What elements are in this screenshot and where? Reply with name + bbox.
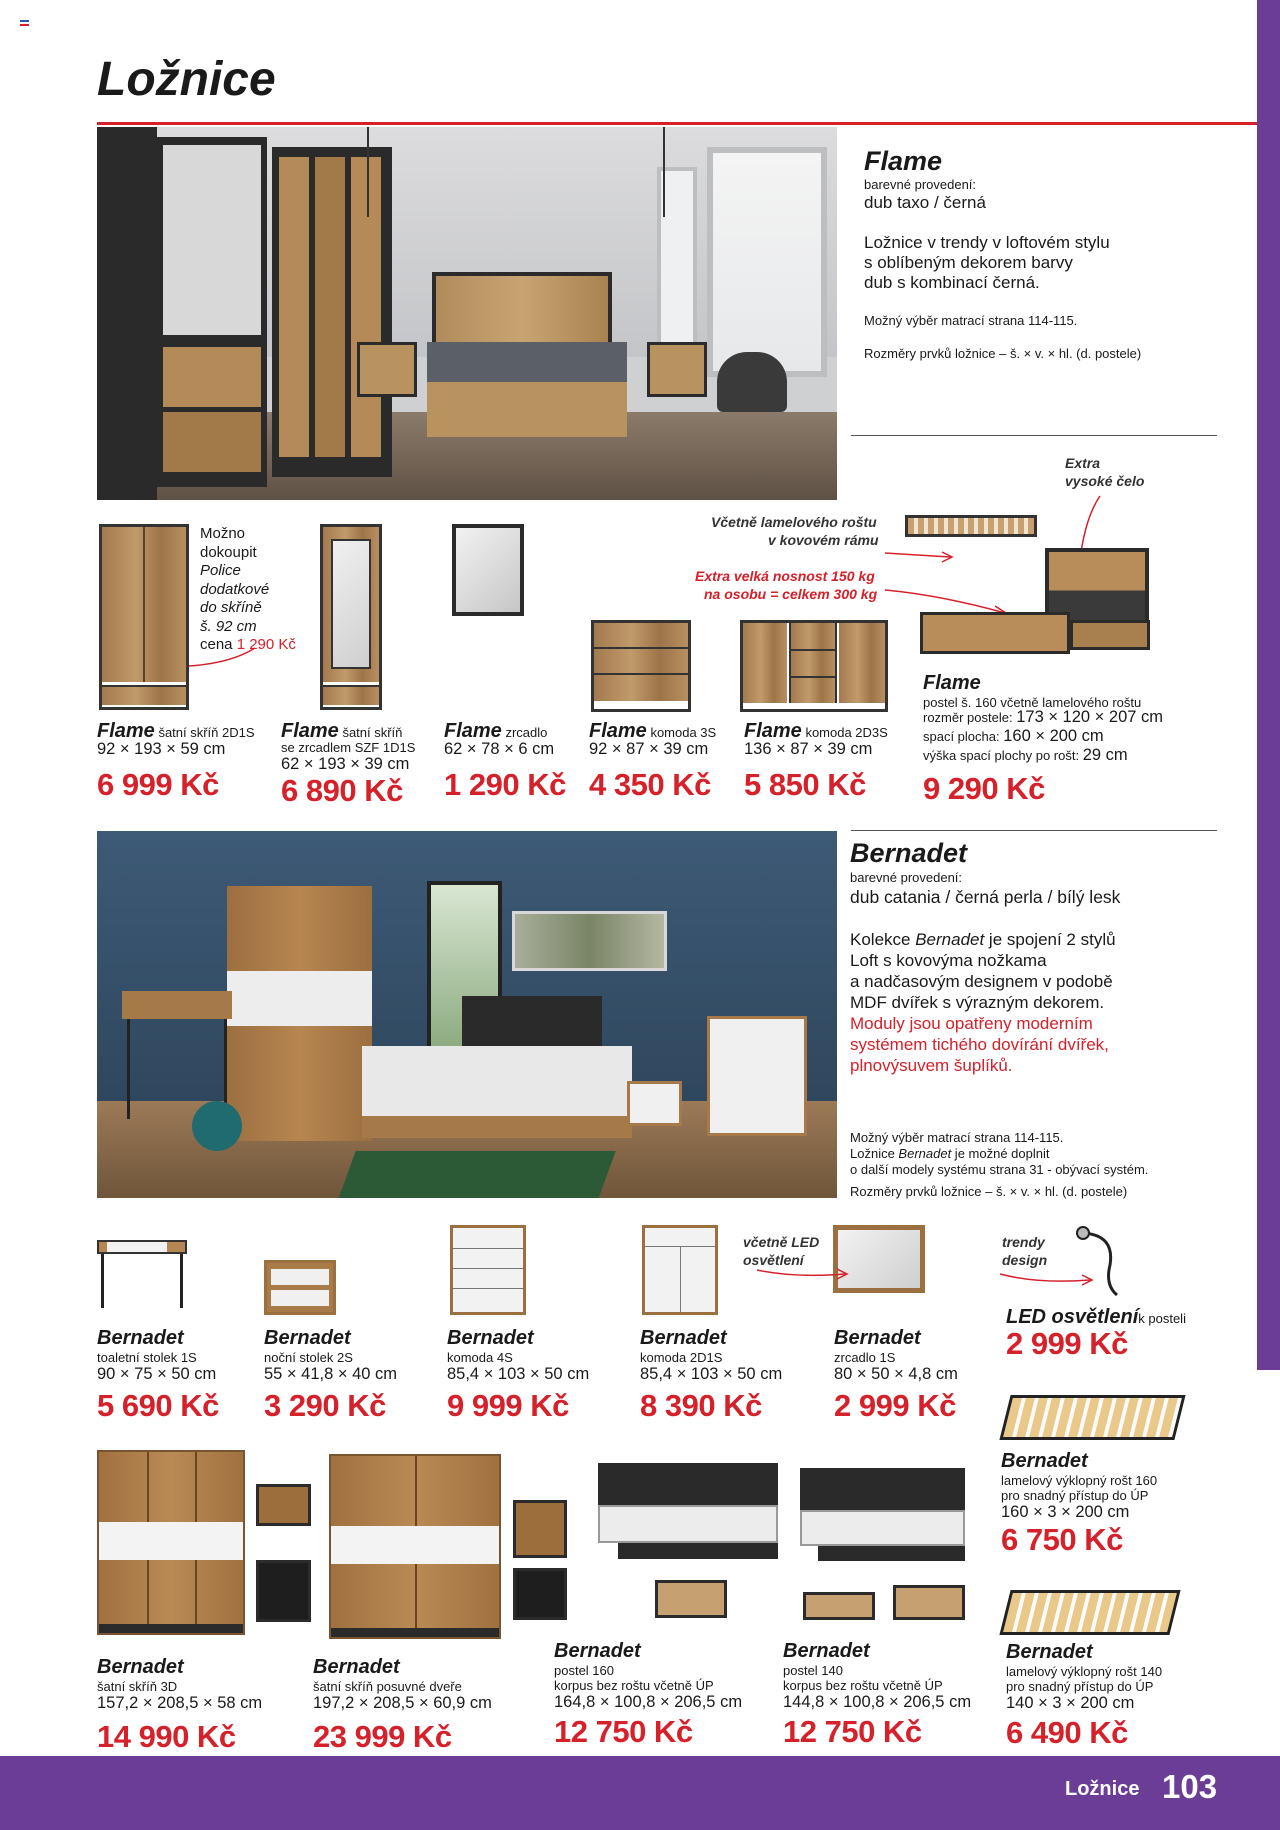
flame-bed-height-label: výška spací plochy po rošt:: [923, 748, 1080, 763]
flame-slat-frame: [905, 515, 1037, 537]
flame-bed-price: 9 290 Kč: [923, 771, 1045, 806]
bernadet-row1-item-2-dims: 55 × 41,8 × 40 cm: [264, 1365, 398, 1383]
bernadet-row1-item-3-price: 9 999 Kč: [447, 1388, 569, 1423]
bernadet-row2-item-3: [554, 1640, 742, 1750]
bernadet-bed-140-drawing: [800, 1468, 965, 1563]
flag-icon: [20, 20, 29, 26]
bernadet-row1-item-5-dims: 80 × 50 × 4,8 cm: [834, 1365, 958, 1383]
bernadet-note-1: Možný výběr matrací strana 114-115.: [850, 1130, 1064, 1145]
bernadet-slat-160-drawing: [999, 1395, 1185, 1440]
bernadet-desc-1b: Bernadet: [915, 930, 985, 949]
flame-note-mattress: Možný výběr matrací strana 114-115.: [864, 313, 1078, 328]
callout-shelf-line-3: Police: [200, 562, 241, 579]
flame-divider: [851, 435, 1217, 436]
bernadet-row1-item-4-name: Bernadet: [640, 1327, 727, 1349]
bernadet-row2-item-3-type1: postel 160: [554, 1663, 614, 1678]
callout-shelf-price-label: cena: [200, 636, 233, 653]
bernadet-desc-1c: je spojení 2 stylů: [984, 930, 1116, 949]
bernadet-slat-140-type1: lamelový výklopný rošt 140: [1006, 1664, 1163, 1679]
page-title: Ložnice: [97, 53, 276, 106]
bernadet-row2-item-1-dims: 157,2 × 208,5 × 58 cm: [97, 1694, 263, 1712]
callout-shelf-line-4: dodatkové: [200, 580, 270, 598]
page-number: 103: [1162, 1768, 1218, 1805]
callout-led-1: včetně LED: [743, 1234, 820, 1250]
led-product: [1006, 1306, 1186, 1362]
flame-bed-name: Flame: [923, 672, 981, 694]
bernadet-row2-item-1-name: Bernadet: [97, 1656, 184, 1678]
bernadet-desc-2: Loft s kovovýma nožkama: [850, 951, 1047, 970]
flame-bed-frame: [920, 612, 1070, 654]
bernadet-row2-item-3-price: 12 750 Kč: [554, 1714, 693, 1749]
flame-dresser-2d3s: [740, 620, 888, 712]
flame-desc-2: s oblíbeným dekorem barvy: [864, 253, 1073, 272]
callout-shelf: [200, 525, 296, 655]
led-product-name: LED osvětlení: [1006, 1306, 1139, 1328]
bernadet-slat-160: [1001, 1450, 1157, 1558]
bernadet-row1-item-1-type: toaletní stolek 1S: [97, 1350, 197, 1365]
bernadet-vanity-drawing: [97, 1240, 187, 1310]
bernadet-row1-item-3-name: Bernadet: [447, 1327, 534, 1349]
flame-product-1-price: 6 999 Kč: [97, 767, 219, 802]
title-underline: [97, 122, 1257, 125]
flame-product-3-price: 1 290 Kč: [444, 767, 566, 802]
bernadet-red-2: systémem tichého dovírání dvířek,: [850, 1035, 1109, 1054]
flame-product-4-price: 4 350 Kč: [589, 767, 711, 802]
flame-product-4-type: komoda 3S: [650, 725, 717, 740]
bernadet-row1-item-2-type: noční stolek 2S: [264, 1350, 353, 1365]
bernadet-row2-item-2-price: 23 999 Kč: [313, 1719, 452, 1754]
bernadet-notes: [850, 1130, 1148, 1200]
bernadet-row2-item-2-type1: šatní skříň posuvné dveře: [313, 1679, 462, 1694]
flame-dresser-3s: [591, 620, 691, 712]
flame-collection-name: Flame: [864, 146, 943, 176]
bernadet-row2-item-4-type2: korpus bez roštu včetně ÚP: [783, 1678, 943, 1693]
bernadet-row1-item-4-dims: 85,4 × 103 × 50 cm: [640, 1365, 783, 1383]
bernadet-wardrobe-3d-drawing: [97, 1450, 245, 1635]
flame-bed-product: [923, 672, 1163, 807]
section-sidebar: [1257, 0, 1280, 1370]
bernadet-row1-item-4: [640, 1327, 782, 1424]
bernadet-desc-3: a nadčasovým designem v podobě: [850, 972, 1113, 991]
flame-product-2-type: šatní skříň: [342, 725, 403, 740]
bernadet-sliding-interior-2: [513, 1568, 567, 1620]
bernadet-color-value: dub catania / černá perla / bílý lesk: [850, 887, 1121, 907]
callout-slats-2: v kovovém rámu: [768, 532, 879, 548]
bernadet-top-divider: [851, 830, 1217, 831]
bernadet-slat-140-dims: 140 × 3 × 200 cm: [1006, 1694, 1135, 1712]
callout-shelf-price: 1 290 Kč: [236, 636, 296, 653]
bernadet-row1-item-1: [97, 1327, 219, 1424]
flame-bed-sleep-label: spací plocha:: [923, 729, 1000, 744]
bernadet-row2-item-1-price: 14 990 Kč: [97, 1719, 236, 1754]
callout-led-arrow: [755, 1264, 855, 1284]
callout-trendy-2: design: [1002, 1252, 1048, 1268]
bernadet-row1-item-5: [834, 1327, 958, 1424]
callout-shelf-line-1: Možno: [200, 525, 246, 542]
flame-room-photo: [97, 127, 837, 500]
callout-shelf-line-5: do skříně: [200, 599, 262, 616]
bernadet-row1-item-3-dims: 85,4 × 103 × 50 cm: [447, 1365, 590, 1383]
flame-product-4-name: Flame: [589, 720, 647, 742]
bernadet-slat-140-type2: pro snadný přístup do ÚP: [1006, 1679, 1154, 1694]
bernadet-slat-160-type1: lamelový výklopný rošt 160: [1001, 1473, 1158, 1488]
flame-product-1-type: šatní skříň 2D1S: [158, 725, 255, 740]
flame-product-5-name: Flame: [744, 720, 802, 742]
bernadet-row1-item-1-price: 5 690 Kč: [97, 1388, 219, 1423]
led-lamp-icon: [1075, 1225, 1125, 1300]
flame-product-5-price: 5 850 Kč: [744, 767, 866, 802]
bernadet-color-label: barevné provedení:: [850, 870, 963, 885]
bernadet-row1-item-2-price: 3 290 Kč: [264, 1388, 386, 1423]
bernadet-row2-item-2: [313, 1656, 492, 1755]
bernadet-slat-140: [1006, 1641, 1162, 1751]
bernadet-slat-140-price: 6 490 Kč: [1006, 1715, 1128, 1750]
callout-led-2: osvětlení: [743, 1252, 804, 1268]
bernadet-note-3: o další modely systému strana 31 - obývací systém.: [850, 1162, 1149, 1177]
flame-product-2-name: Flame: [281, 720, 339, 742]
bernadet-row1-item-5-name: Bernadet: [834, 1327, 921, 1349]
bernadet-row2-item-3-dims: 164,8 × 100,8 × 206,5 cm: [554, 1693, 743, 1711]
footer-section-name: Ložnice: [1065, 1778, 1140, 1800]
bernadet-nightstand-drawing: [264, 1260, 336, 1315]
flame-product-1-dims: 92 × 193 × 59 cm: [97, 740, 226, 758]
bernadet-row1-item-1-name: Bernadet: [97, 1327, 184, 1349]
flame-bed-size-label: rozměr postele:: [923, 710, 1013, 725]
bernadet-note-2c: je možné doplnit: [951, 1146, 1050, 1161]
bernadet-row2-item-4-dims: 144,8 × 100,8 × 206,5 cm: [783, 1693, 972, 1711]
bernadet-slat-160-price: 6 750 Kč: [1001, 1522, 1123, 1557]
bernadet-row1-item-3: [447, 1327, 589, 1424]
bernadet-slat-160-type2: pro snadný přístup do ÚP: [1001, 1488, 1149, 1503]
callout-trendy-1: trendy: [1002, 1234, 1045, 1250]
bernadet-wardrobe-interior-1: [256, 1484, 311, 1526]
flame-mirror: [452, 524, 524, 616]
bernadet-row2-item-2-name: Bernadet: [313, 1656, 400, 1678]
flame-bed-size-value: 173 × 120 × 207 cm: [1016, 708, 1163, 726]
flame-product-5-type: komoda 2D3S: [805, 725, 888, 740]
bernadet-row2-item-4: [783, 1640, 971, 1750]
flame-product-3-type: zrcadlo: [505, 725, 548, 740]
callout-trendy-arrow: [998, 1268, 1098, 1288]
bernadet-room-photo: [97, 831, 837, 1198]
bernadet-row1-item-4-type: komoda 2D1S: [640, 1350, 723, 1365]
flame-desc-1: Ložnice v trendy v loftovém stylu: [864, 233, 1110, 252]
callout-load-1: Extra velká nosnost 150 kg: [695, 568, 875, 584]
bernadet-desc-1a: Kolekce: [850, 930, 916, 949]
bernadet-row1-item-5-type: zrcadlo 1S: [834, 1350, 896, 1365]
bernadet-row2-item-4-type1: postel 140: [783, 1663, 843, 1678]
bernadet-row2-item-3-type2: korpus bez roštu včetně ÚP: [554, 1678, 714, 1693]
bernadet-wardrobe-interior-2: [256, 1560, 311, 1622]
bernadet-bed-160-storage: [655, 1580, 727, 1618]
bernadet-desc: [850, 929, 1116, 1076]
flame-product-1: [97, 720, 255, 803]
flame-note-dims: Rozměry prvků ložnice – š. × v. × hl. (d. postele): [864, 346, 1142, 361]
bernadet-note-2a: Ložnice: [850, 1146, 899, 1161]
flame-product-3-dims: 62 × 78 × 6 cm: [444, 740, 555, 758]
bernadet-bed-140-storage-1: [803, 1592, 875, 1620]
led-product-price: 2 999 Kč: [1006, 1326, 1128, 1361]
bernadet-row1-item-2-name: Bernadet: [264, 1327, 351, 1349]
flame-bed-type: postel š. 160 včetně lamelového roštu: [923, 695, 1142, 710]
bernadet-row1-item-4-price: 8 390 Kč: [640, 1388, 762, 1423]
flame-color-label: barevné provedení:: [864, 177, 977, 192]
flame-product-5: [744, 720, 888, 803]
bernadet-slat-140-drawing: [999, 1590, 1180, 1635]
bernadet-row1-item-2: [264, 1327, 397, 1424]
callout-headboard-1: Extra: [1065, 455, 1101, 471]
flame-product-2-type2: se zrcadlem SZF 1D1S: [281, 740, 416, 755]
flame-bed-height-value: 29 cm: [1082, 746, 1128, 764]
bernadet-row1-item-5-price: 2 999 Kč: [834, 1388, 956, 1423]
bernadet-row2-item-2-dims: 197,2 × 208,5 × 60,9 cm: [313, 1694, 492, 1712]
bernadet-sliding-wardrobe-drawing: [329, 1454, 501, 1639]
led-product-type: k posteli: [1138, 1311, 1186, 1326]
callout-arrows: [880, 545, 1020, 615]
flame-bed-sleep-value: 160 × 200 cm: [1003, 727, 1104, 745]
bernadet-note-dims: Rozměry prvků ložnice – š. × v. × hl. (d. postele): [850, 1184, 1128, 1199]
callout-shelf-line-2: dokoupit: [200, 543, 257, 561]
bernadet-bed-160-drawing: [598, 1463, 778, 1563]
callout-load-2: na osobu = celkem 300 kg: [704, 586, 878, 602]
flame-desc-3: dub s kombinací černá.: [864, 273, 1040, 292]
bernadet-row1-item-1-dims: 90 × 75 × 50 cm: [97, 1365, 217, 1383]
bernadet-red-3: plnovýsuvem šuplíků.: [850, 1056, 1013, 1075]
flame-product-1-name: Flame: [97, 720, 155, 742]
flame-wardrobe-2d1s: [99, 524, 189, 710]
flame-product-3: [444, 720, 566, 803]
bernadet-row1-item-3-type: komoda 4S: [447, 1350, 513, 1365]
bernadet-sliding-interior-1: [513, 1500, 567, 1558]
flame-product-3-name: Flame: [444, 720, 502, 742]
bernadet-row2-item-4-name: Bernadet: [783, 1640, 870, 1662]
bernadet-row2-item-1: [97, 1656, 262, 1755]
flame-product-2-price: 6 890 Kč: [281, 773, 403, 808]
callout-headboard-2: vysoké čelo: [1065, 473, 1145, 489]
bernadet-bed-140-storage-2: [893, 1585, 965, 1620]
bernadet-desc-4: MDF dvířek s výrazným dekorem.: [850, 993, 1105, 1012]
flame-product-2-dims: 62 × 193 × 39 cm: [281, 755, 410, 773]
bernadet-dresser-2d1s-drawing: [642, 1225, 718, 1315]
flame-product-4: [589, 720, 717, 803]
bernadet-row2-item-4-price: 12 750 Kč: [783, 1714, 922, 1749]
bernadet-collection-name: Bernadet: [850, 838, 968, 868]
page-footer: [0, 1756, 1280, 1830]
bernadet-note-2b: Bernadet: [898, 1146, 952, 1161]
flame-product-5-dims: 136 × 87 × 39 cm: [744, 740, 873, 758]
flame-bed-side: [1070, 620, 1150, 650]
bernadet-row2-item-1-type1: šatní skříň 3D: [97, 1679, 178, 1694]
bernadet-slat-140-name: Bernadet: [1006, 1641, 1093, 1663]
bernadet-red-1: Moduly jsou opatřeny moderním: [850, 1014, 1093, 1033]
callout-slats-1: Včetně lamelového roštu: [711, 514, 877, 530]
bernadet-row2-item-3-name: Bernadet: [554, 1640, 641, 1662]
flame-color-value: dub taxo / černá: [864, 193, 986, 212]
bernadet-dresser-4s-drawing: [450, 1225, 526, 1315]
flame-product-4-dims: 92 × 87 × 39 cm: [589, 740, 709, 758]
bernadet-slat-160-name: Bernadet: [1001, 1450, 1088, 1472]
callout-shelf-line-6: š. 92 cm: [200, 617, 257, 635]
bernadet-slat-160-dims: 160 × 3 × 200 cm: [1001, 1503, 1130, 1521]
flame-wardrobe-mirror: [320, 524, 382, 710]
flame-product-2: [281, 720, 416, 809]
